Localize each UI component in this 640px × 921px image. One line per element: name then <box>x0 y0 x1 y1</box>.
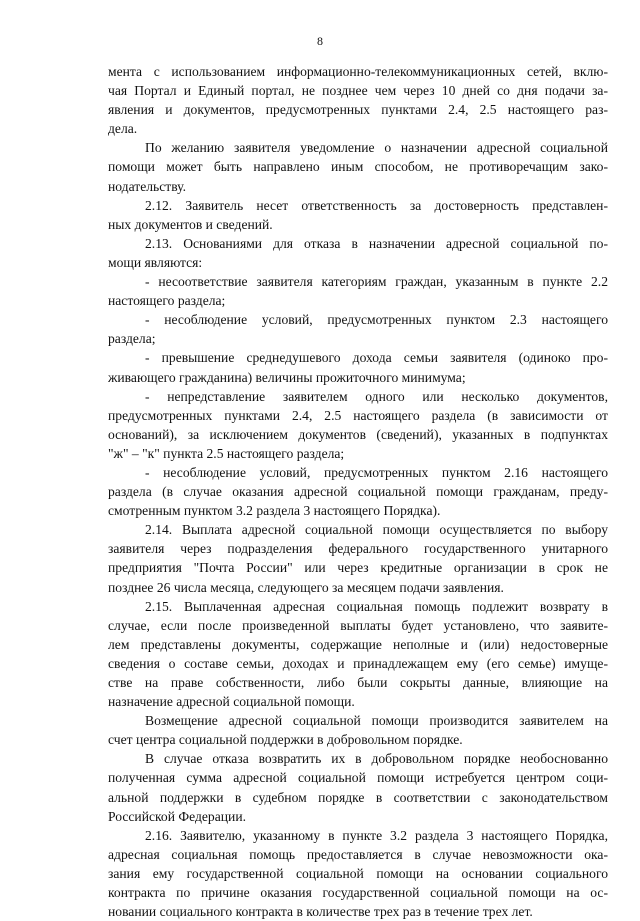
paragraph <box>108 62 608 138</box>
text-line: явления и документов, предусмотренных пунктами 2.4, 2.5 настоящего раз- <box>108 102 608 118</box>
text-line: Возмещение адресной социальной помощи производится заявителем на <box>145 713 608 729</box>
text-line: - превышение среднедушевого дохода семьи заявителя (одиноко про- <box>145 350 608 366</box>
paragraph <box>108 463 608 520</box>
text-line: помощи может быть направлено иным способом, не противоречащим зако- <box>108 159 608 175</box>
text-line: назначение адресной социальной помощи. <box>108 694 355 710</box>
paragraph <box>108 196 608 234</box>
text-line: живающего гражданина) величины прожиточного минимума; <box>108 369 466 385</box>
document-body <box>108 62 608 921</box>
text-line: стве на праве собственности, либо были сокрыты данные, влияющие на <box>108 675 608 690</box>
text-line: контракта по причине оказания государственной социальной помощи на ос- <box>108 885 608 901</box>
text-line: По желанию заявителя уведомление о назначении адресной социальной <box>145 140 608 156</box>
paragraph <box>108 520 608 596</box>
text-line: - несоответствие заявителя категориям граждан, указанным в пункте 2.2 <box>145 274 608 290</box>
text-line: "ж" – "к" пункта 2.5 настоящего раздела; <box>108 445 345 461</box>
paragraph <box>108 826 608 921</box>
paragraph <box>108 348 608 386</box>
text-line: ных документов и сведений. <box>108 216 273 232</box>
page-number: 8 <box>317 34 323 48</box>
text-line: альной поддержки в судебном порядке в соответствии с законодательством <box>108 789 608 805</box>
text-line: раздела; <box>108 331 156 347</box>
text-line: мента с использованием информационно-телекоммуникационных сетей, вклю- <box>108 64 608 79</box>
text-line: настоящего раздела; <box>108 293 226 309</box>
text-line: дела. <box>108 121 138 137</box>
text-line: случае, если после произведенной выплаты будет установлено, что заявите- <box>108 617 608 633</box>
text-line: предприятия "Почта России" или через кредитные организации в срок не <box>108 560 608 576</box>
paragraph <box>108 749 608 825</box>
text-line: смотренным пунктом 3.2 раздела 3 настоящего Порядка). <box>108 503 441 519</box>
text-line: - несоблюдение условий, предусмотренных пунктом 2.3 настоящего <box>145 312 608 328</box>
paragraph <box>108 711 608 749</box>
text-line: 2.15. Выплаченная адресная социальная помощь подлежит возврату в <box>145 598 608 614</box>
text-line: заявителя через подразделения федерального государственного унитарного <box>108 541 608 557</box>
text-line: сведения о составе семьи, доходах и принадлежащем ему (его семье) имуще- <box>108 655 608 671</box>
text-line: мощи являются: <box>108 254 203 270</box>
text-line: предусмотренных пунктами 2.4, 2.5 настоящего раздела (в зависимости от <box>108 407 608 423</box>
text-line: 2.12. Заявитель несет ответственность за достоверность представлен- <box>145 197 608 213</box>
text-line: счет центра социальной поддержки в добровольном порядке. <box>108 732 463 748</box>
text-line: - несоблюдение условий, предусмотренных пунктом 2.16 настоящего <box>145 464 608 480</box>
paragraph <box>108 310 608 348</box>
paragraph <box>108 597 608 712</box>
paragraph <box>108 138 608 195</box>
text-line: адресная социальная помощь предоставляется в случае невозможности ока- <box>108 846 608 862</box>
text-line: оснований), за исключением документов (сведений), указанных в подпунктах <box>108 426 608 442</box>
text-line: раздела (в случае оказания адресной социальной помощи гражданам, преду- <box>108 484 608 500</box>
text-line: чая Портал и Единый портал, не позднее чем через 10 дней со дня подачи за- <box>108 83 608 99</box>
text-line: позднее 26 числа месяца, следующего за месяцем подачи заявления. <box>108 579 504 595</box>
paragraph <box>108 272 608 310</box>
text-line: 2.13. Основаниями для отказа в назначении адресной социальной по- <box>145 235 608 251</box>
text-line: 2.16. Заявителю, указанному в пункте 3.2 раздела 3 настоящего Порядка, <box>145 827 608 843</box>
text-line: новании социального контракта в количестве трех раз в течение трех лет. <box>108 904 533 920</box>
text-line: 2.14. Выплата адресной социальной помощи осуществляется по выбору <box>145 522 608 538</box>
text-line: В случае отказа возвратить их в добровольном порядке необоснованно <box>145 751 608 767</box>
text-line: зания ему государственной социальной помощи на основании социального <box>108 865 608 881</box>
text-line: - непредставление заявителем одного или несколько документов, <box>145 388 608 404</box>
text-line: лем представлены документы, содержащие неполные и (или) недостоверные <box>108 636 608 652</box>
text-line: нодательству. <box>108 178 186 194</box>
text-line: Российской Федерации. <box>108 808 246 824</box>
paragraph <box>108 387 608 463</box>
text-line: полученная сумма адресной социальной помощи истребуется центром соци- <box>108 770 608 786</box>
paragraph <box>108 234 608 272</box>
